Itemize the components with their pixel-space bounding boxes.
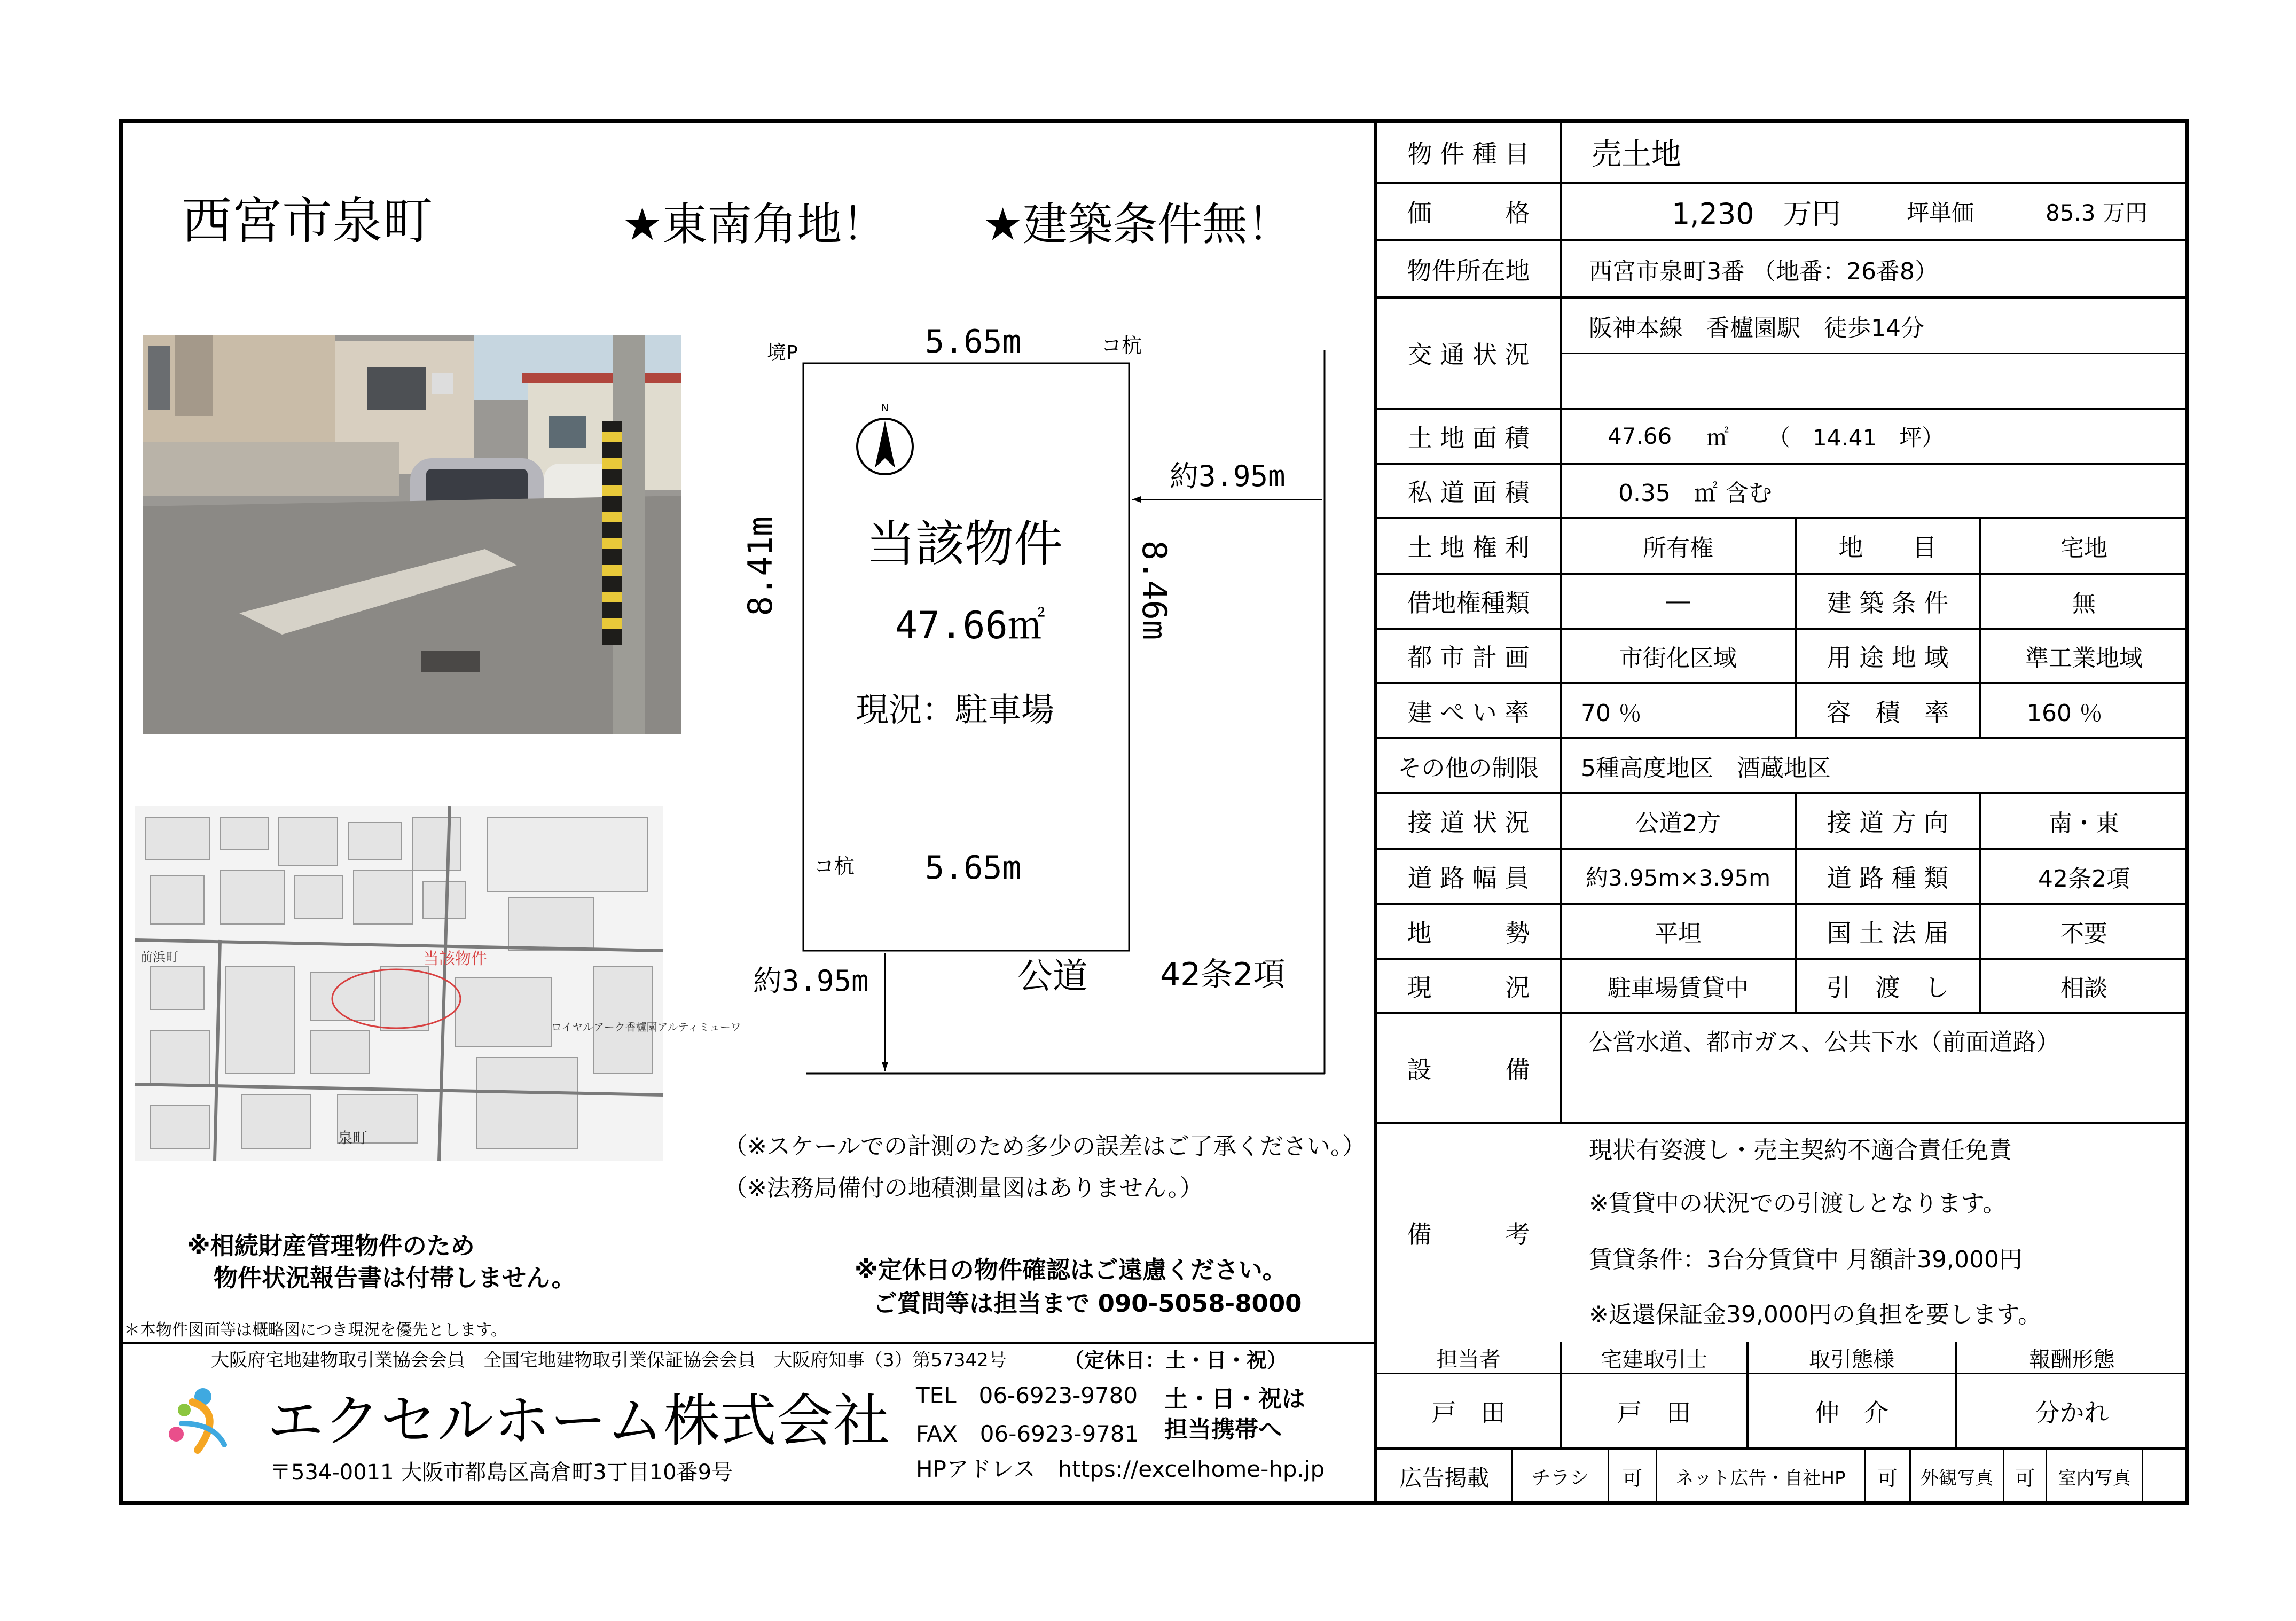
marker-bottom-left: コ杭	[814, 855, 855, 878]
company-fax: FAX 06-6923-9781	[916, 1421, 1139, 1447]
value-address: 西宮市泉町3番 （地番：26番8）	[1589, 257, 1938, 285]
holiday-note-1: ※定休日の物件確認はご遠慮ください。	[855, 1256, 1287, 1284]
label-terrain: 地 勢	[1407, 918, 1530, 947]
company-tel[interactable]: TEL 06-6923-9780	[916, 1382, 1138, 1408]
label-city-planning: 都 市 計 画	[1407, 643, 1530, 672]
plan-title: 当該物件	[866, 515, 1063, 573]
map-target-label: 当該物件	[423, 950, 487, 968]
header-agent: 担当者	[1436, 1347, 1501, 1372]
value-fee-type: 分かれ	[2035, 1398, 2109, 1427]
value-land-area-unit: ㎡	[1706, 424, 1729, 451]
inheritance-note-1: ※相続財産管理物件のため	[187, 1232, 475, 1260]
area-map-illustration	[135, 806, 741, 1161]
value-land-law-notice: 不要	[2060, 920, 2107, 947]
remark-line-3: 賃貸条件：3台分賃貸中 月額計39,000円	[1589, 1246, 2023, 1273]
label-facilities: 設 備	[1407, 1055, 1530, 1084]
value-unit-price: 85.3 万円	[2046, 200, 2148, 226]
label-interior-photo: 室内写真	[2058, 1468, 2131, 1489]
value-current-status: 駐車場賃貸中	[1608, 975, 1749, 1002]
company-address: 〒534-0011 大阪市都島区高倉町3丁目10番9号	[270, 1460, 733, 1485]
label-road-access: 接 道 状 況	[1407, 808, 1530, 837]
value-licensed-agent: 戸 田	[1617, 1398, 1691, 1427]
label-private-road: 私 道 面 積	[1407, 478, 1530, 507]
label-coverage: 建 ぺ い 率	[1407, 698, 1530, 727]
value-road-access: 公道2方	[1635, 810, 1721, 837]
label-price: 価 格	[1407, 199, 1530, 228]
value-land-category: 宅地	[2060, 535, 2107, 562]
value-transaction-type: 仲 介	[1815, 1398, 1888, 1427]
label-road-kind: 道 路 種 類	[1827, 863, 1949, 892]
label-land-category: 地 目	[1838, 533, 1937, 562]
tagline-corner: ★東南角地！	[622, 198, 887, 250]
label-ad-listing: 広告掲載	[1399, 1465, 1490, 1491]
label-land-law-notice: 国 土 法 届	[1827, 918, 1949, 947]
value-lease-type: ―	[1666, 588, 1690, 615]
label-build-condition: 建 築 条 件	[1827, 588, 1949, 617]
header-fee-type: 報酬形態	[2029, 1347, 2115, 1372]
inheritance-note-2: 物件状況報告書は付帯しません。	[214, 1264, 576, 1292]
compass-n-label: N	[881, 403, 889, 414]
closed-days: （定休日：土・日・祝）	[1064, 1349, 1288, 1372]
company-name: エクセルホーム株式会社	[267, 1388, 890, 1454]
memberships: 大阪府宅地建物取引業協会会員 全国宅地建物取引業保証協会会員 大阪府知事（3）第57342号	[211, 1350, 1007, 1371]
remark-line-2: ※賃貸中の状況での引渡しとなります。	[1589, 1190, 2007, 1217]
weekend-note-1: 土・日・祝は	[1164, 1385, 1305, 1413]
road-label: 公道	[1017, 956, 1088, 997]
value-price: 1,230 万円	[1672, 197, 1841, 231]
value-road-width: 約3.95m×3.95m	[1585, 864, 1771, 891]
company-logo-icon	[160, 1381, 240, 1461]
marker-boundary-p: 境P	[767, 342, 798, 364]
value-handover: 相談	[2060, 975, 2107, 1002]
footer-divider	[121, 1342, 1376, 1344]
value-coverage: 70 ％	[1581, 699, 1642, 727]
remark-line-1: 現状有姿渡し・売主契約不適合責任免責	[1589, 1137, 2012, 1164]
value-city-planning: 市街化区域	[1619, 645, 1737, 672]
value-road-kind: 42条2項	[2038, 865, 2130, 892]
marker-top-right: コ杭	[1101, 334, 1142, 357]
label-road-direction: 接 道 方 向	[1827, 808, 1949, 837]
map-street-izumi: 泉町	[338, 1129, 368, 1147]
company-hp[interactable]: HPアドレス https://excelhome-hp.jp	[916, 1456, 1325, 1482]
label-property-type: 物 件 種 目	[1407, 139, 1530, 168]
label-zoning: 用 途 地 域	[1827, 643, 1949, 672]
label-land-area: 土 地 面 積	[1407, 423, 1530, 452]
plan-area: 47.66㎡	[895, 604, 1045, 647]
survey-note: （※法務局備付の地積測量図はありません。）	[724, 1174, 1203, 1202]
site-plan	[694, 299, 1389, 1116]
value-property-type: 売土地	[1592, 137, 1681, 172]
label-handover: 引 渡 し	[1826, 973, 1949, 1002]
value-build-condition: 無	[2072, 590, 2096, 617]
label-flyer: チラシ	[1531, 1467, 1589, 1489]
label-unit-price: 坪単価	[1907, 200, 1974, 226]
value-transport: 阪神本線 香櫨園駅 徒歩14分	[1589, 314, 1924, 342]
label-net-ad: ネット広告・自社HP	[1675, 1468, 1846, 1489]
map-street-maehama: 前浜町	[140, 950, 178, 965]
remark-line-4: ※返還保証金39,000円の負担を要します。	[1589, 1301, 2042, 1328]
value-net-ad-ok: 可	[1877, 1467, 1898, 1490]
label-lease-type: 借地権種類	[1407, 588, 1530, 617]
front-road-width: 約3.95m	[753, 964, 869, 998]
tagline-no-condition: ★建築条件無！	[983, 198, 1292, 250]
left-depth: 8.41m	[741, 516, 780, 616]
top-width-label: 5.65m	[925, 323, 1022, 361]
label-land-right: 土 地 権 利	[1407, 533, 1530, 562]
location-title: 西宮市泉町	[182, 192, 433, 250]
label-transport: 交 通 状 況	[1407, 340, 1530, 369]
value-exterior-photo-ok: 可	[2015, 1467, 2035, 1490]
value-zoning: 準工業地域	[2025, 645, 2143, 672]
value-floor-area-ratio: 160 ％	[2027, 699, 2103, 727]
value-land-right: 所有権	[1643, 535, 1713, 562]
right-depth: 8.46m	[1135, 540, 1174, 640]
label-address: 物件所在地	[1407, 256, 1530, 285]
value-flyer-ok: 可	[1622, 1467, 1643, 1490]
label-exterior-photo: 外観写真	[1921, 1468, 1993, 1489]
label-remarks: 備 考	[1407, 1220, 1530, 1249]
area-map	[135, 806, 741, 1161]
header-licensed-agent: 宅建取引士	[1601, 1347, 1707, 1372]
disclaimer: ＊本物件図面等は概略図につき現況を優先とします。	[124, 1321, 507, 1340]
road-type-label: 42条2項	[1160, 956, 1286, 993]
holiday-note-2: ご質問等は担当まで 090-5058-8000	[873, 1289, 1302, 1318]
value-land-area-tsubo: （ 14.41 坪）	[1768, 424, 1945, 451]
north-compass-icon	[857, 403, 913, 474]
bottom-width-label: 5.65m	[925, 849, 1022, 887]
header-transaction-type: 取引態様	[1809, 1347, 1894, 1372]
label-road-width: 道 路 幅 員	[1407, 863, 1530, 892]
value-private-road: 0.35 ㎡ 含む	[1618, 480, 1772, 507]
value-agent: 戸 田	[1431, 1398, 1506, 1427]
plan-status: 現況：駐車場	[856, 690, 1055, 729]
value-facilities: 公営水道、都市ガス、公共下水（前面道路）	[1589, 1029, 2060, 1056]
map-building-label: ロイヤルアーク香櫨園アルティミューワ	[551, 1021, 741, 1033]
label-current-status: 現 況	[1407, 973, 1530, 1002]
weekend-note-2: 担当携帯へ	[1164, 1416, 1282, 1443]
value-terrain: 平坦	[1655, 920, 1702, 947]
parking-lot-photo-illustration	[143, 335, 681, 734]
value-land-area-sqm: 47.66	[1608, 423, 1672, 449]
scale-note: （※スケールでの計測のため多少の誤差はご了承ください。）	[724, 1133, 1366, 1160]
value-road-direction: 南・東	[2049, 810, 2119, 837]
property-photo	[143, 335, 681, 734]
label-floor-area-ratio: 容 積 率	[1826, 698, 1949, 727]
value-other-restrictions: 5種高度地区 酒蔵地区	[1581, 754, 1831, 782]
label-other-restrictions: その他の制限	[1398, 754, 1539, 782]
right-road-width: 約3.95m	[1170, 459, 1286, 493]
